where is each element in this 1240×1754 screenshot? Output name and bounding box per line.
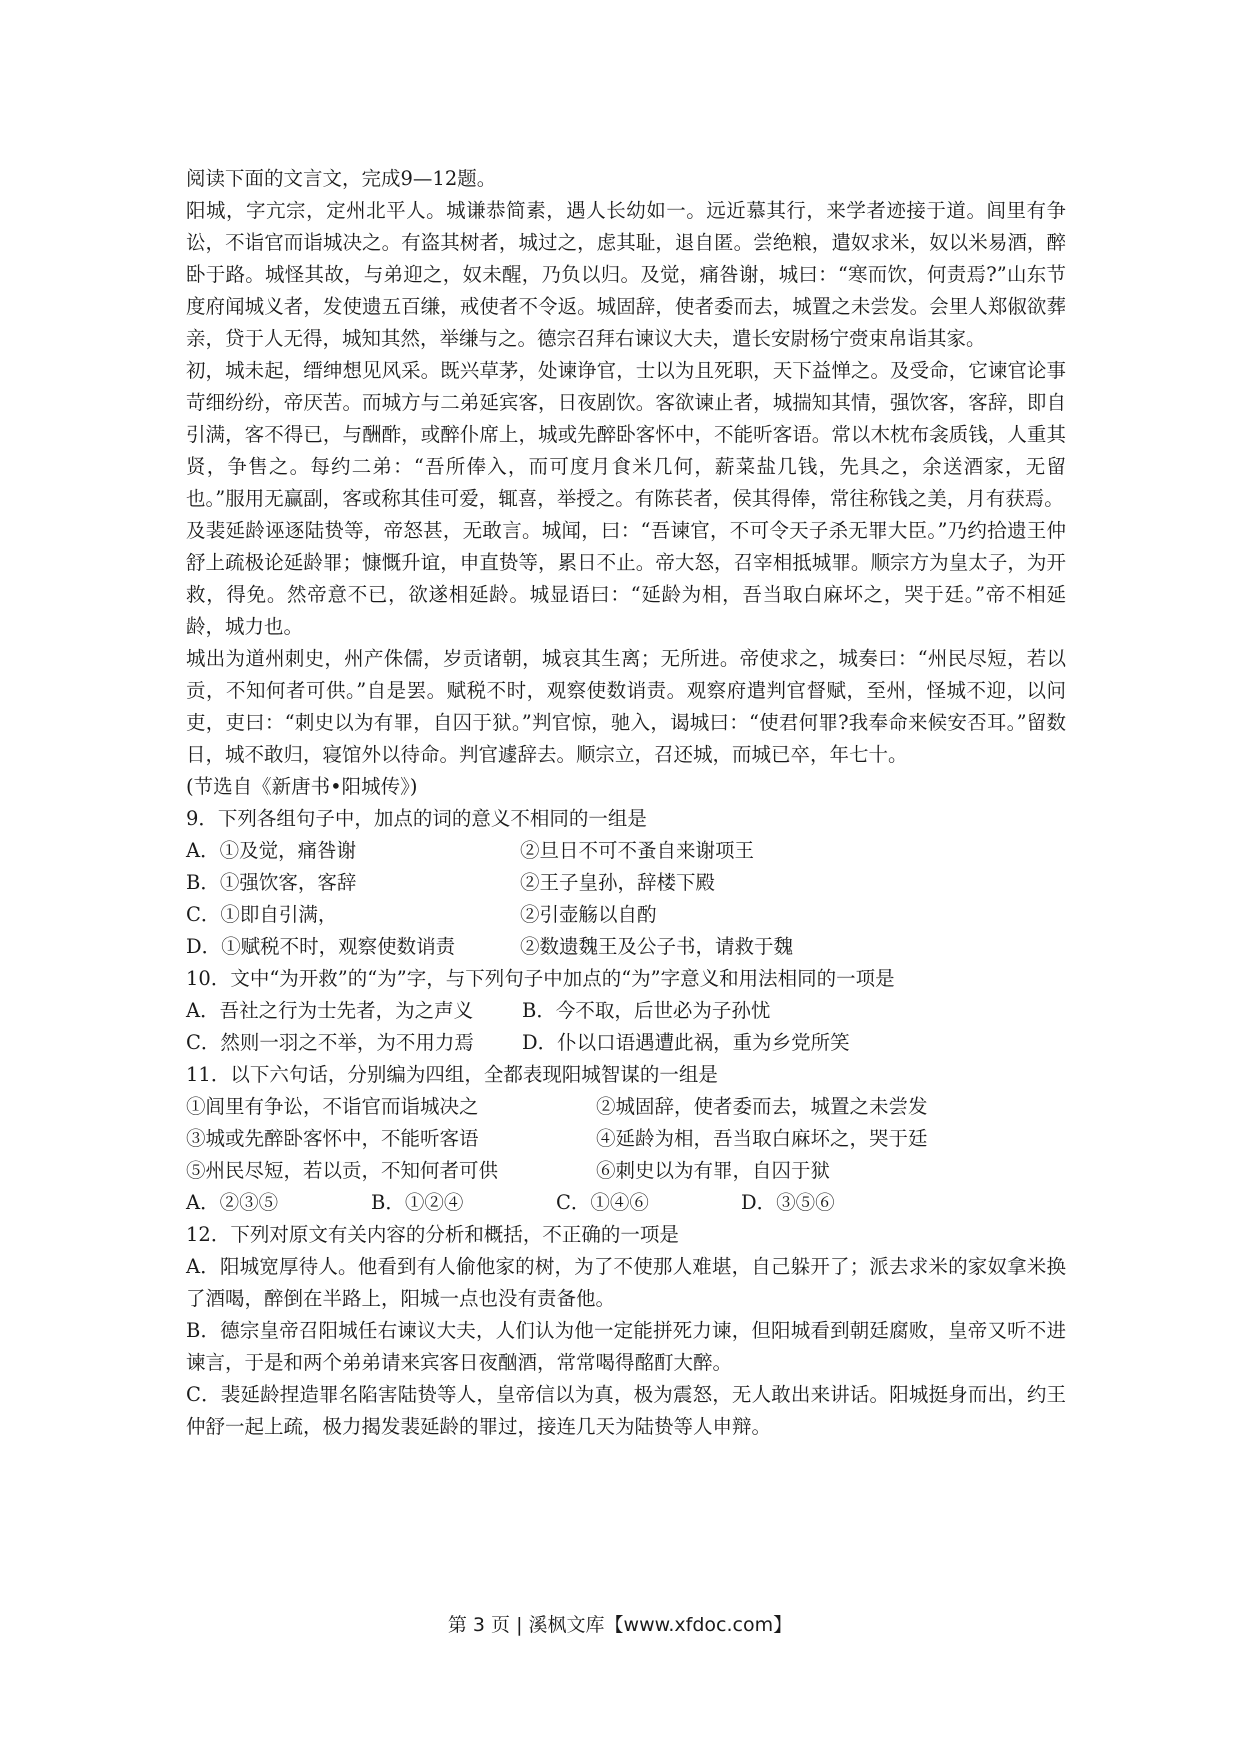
option-part-1: B．①强饮客，客辞 — [186, 871, 357, 894]
question-9-option-a — [186, 835, 1066, 867]
passage-paragraph-1: 阳城，字亢宗，定州北平人。城谦恭简素，遇人长幼如一。远近慕其行，来学者迹接于道。闾里有争讼，不诣官而诣城决之。有盗其树者，城过之，虑其耻，退自匿。尝绝粮，遣奴求米，奴以米易酒，醉卧于路。城怪其故，与弟迎之，奴未醒，乃负以归。及觉，痛咎谢，城曰：“寒而饮，何责焉?”山东节度府闻城义者，发使遗五百缣，戒使者不令返。城固辞，使者委而去，城置之未尝发。会里人郑俶欲葬亲，贷于人无得，城知其然，举缣与之。德宗召拜右谏议大夫，遣长安尉杨宁赍束帛诣其家。 — [186, 199, 1066, 350]
question-12-option-b: B．德宗皇帝召阳城任右谏议大夫，人们认为他一定能拼死力谏，但阳城看到朝廷腐败，皇帝又听不进谏言，于是和两个弟弟请来宾客日夜酗酒，常常喝得酩酊大醉。 — [186, 1319, 1066, 1374]
passage-paragraph-4: 城出为道州刺史，州产侏儒，岁贡诸朝，城哀其生离；无所进。帝使求之，城奏曰：“州民尽短，若以贡，不知何者可供。”自是罢。赋税不时，观察使数诮责。观察府遣判官督赋，至州，怪城不迎，以问吏，吏曰：“刺史以为有罪，自囚于狱。”判官惊，驰入，谒城曰：“使君何罪?我奉命来候安否耳。”留数日，城不敢归，寝馆外以待命。判官遽辞去。顺宗立，召还城，而城已卒，年七十。 — [186, 647, 1066, 766]
document-page — [186, 163, 1066, 1443]
option-part-2: ②王子皇孙，辞楼下殿 — [520, 871, 716, 894]
choice-b: B．①②④ — [371, 1191, 464, 1214]
item-6: ⑥刺史以为有罪，自囚于狱 — [596, 1159, 831, 1182]
question-11-choices — [186, 1187, 1066, 1219]
option-a: A．吾社之行为士先者，为之声义 — [186, 999, 474, 1022]
question-11-stem: 11．以下六句话，分别编为四组，全都表现阳城智谋的一组是 — [186, 1063, 718, 1086]
question-9-option-d — [186, 931, 1066, 963]
item-2: ②城固辞，使者委而去，城置之未尝发 — [596, 1095, 928, 1118]
option-part-1: C．①即自引满， — [186, 903, 338, 926]
question-11-items-row-2 — [186, 1123, 1066, 1155]
option-part-1: A．①及觉，痛咎谢 — [186, 839, 357, 862]
option-part-2: ②数遗魏王及公子书，请救于魏 — [520, 935, 794, 958]
option-d: D．仆以口语遇遭此祸，重为乡党所笑 — [522, 1031, 850, 1054]
item-1: ①闾里有争讼，不诣官而诣城决之 — [186, 1095, 479, 1118]
question-10-stem: 10．文中“为开救”的“为”字，与下列句子中加点的“为”字意义和用法相同的一项是 — [186, 967, 895, 990]
item-3: ③城或先醉卧客怀中，不能听客语 — [186, 1127, 479, 1150]
page-footer: 第 3 页 | 溪枫文库【www.xfdoc.com】 — [447, 1614, 793, 1636]
question-10-options-row-1 — [186, 995, 1066, 1027]
question-12-option-c: C．裴延龄捏造罪名陷害陆贽等人，皇帝信以为真，极为震怒，无人敢出来讲话。阳城挺身而出，约王仲舒一起上疏，极力揭发裴延龄的罪过，接连几天为陆贽等人申辩。 — [186, 1383, 1066, 1438]
option-part-2: ②旦日不可不蚤自来谢项王 — [520, 839, 755, 862]
item-5: ⑤州民尽短，若以贡，不知何者可供 — [186, 1159, 499, 1182]
question-12-option-a: A．阳城宽厚待人。他看到有人偷他家的树，为了不使那人难堪，自己躲开了；派去求米的家奴拿米换了酒喝，醉倒在半路上，阳城一点也没有责备他。 — [186, 1255, 1066, 1310]
option-b: B．今不取，后世必为子孙忧 — [522, 999, 771, 1022]
reading-instruction: 阅读下面的文言文，完成9—12题。 — [186, 167, 497, 190]
passage-paragraph-2: 初，城未起，缙绅想见风采。既兴草茅，处谏诤官，士以为且死职，天下益惮之。及受命，它谏官论事苛细纷纷，帝厌苦。而城方与二弟延宾客，日夜剧饮。客欲谏止者，城揣知其情，强饮客，客辞，即自引满，客不得已，与酬酢，或醉仆席上，城或先醉卧客怀中，不能听客语。常以木枕布衾质钱，人重其贤，争售之。每约二弟：“吾所俸入，而可度月食米几何，薪菜盐几钱，先具之，余送酒家，无留也。”服用无赢副，客或称其佳可爱，辄喜，举授之。有陈苌者，侯其得俸，常往称钱之美，月有获焉。 — [186, 359, 1066, 510]
option-part-1: D．①赋税不时，观察使数诮责 — [186, 935, 456, 958]
item-4: ④延龄为相，吾当取白麻坏之，哭于廷 — [596, 1127, 928, 1150]
choice-c: C．①④⑥ — [556, 1191, 649, 1214]
choice-d: D．③⑤⑥ — [741, 1191, 835, 1214]
question-9-option-b — [186, 867, 1066, 899]
question-11-items-row-3 — [186, 1155, 1066, 1187]
passage-source: (节选自《新唐书•阳城传》) — [186, 775, 418, 798]
passage-paragraph-3: 及裴延龄诬逐陆贽等，帝怒甚，无敢言。城闻，曰：“吾谏官，不可令天子杀无罪大臣。”乃约拾遗王仲舒上疏极论延龄罪；慷慨升谊，申直贽等，累日不止。帝大怒，召宰相抵城罪。顺宗方为皇太子，为开救，得免。然帝意不已，欲遂相延龄。城显语曰：“延龄为相，吾当取白麻坏之，哭于廷。”帝不相延龄，城力也。 — [186, 519, 1066, 638]
choice-a: A．②③⑤ — [186, 1191, 279, 1214]
question-9-option-c — [186, 899, 1066, 931]
question-11-items-row-1 — [186, 1091, 1066, 1123]
question-9-stem: 9．下列各组句子中，加点的词的意义不相同的一组是 — [186, 807, 647, 830]
option-c: C．然则一羽之不举，为不用力焉 — [186, 1031, 474, 1054]
option-part-2: ②引壶觞以自酌 — [520, 903, 657, 926]
question-12-stem: 12．下列对原文有关内容的分析和概括，不正确的一项是 — [186, 1223, 679, 1246]
question-10-options-row-2 — [186, 1027, 1066, 1059]
